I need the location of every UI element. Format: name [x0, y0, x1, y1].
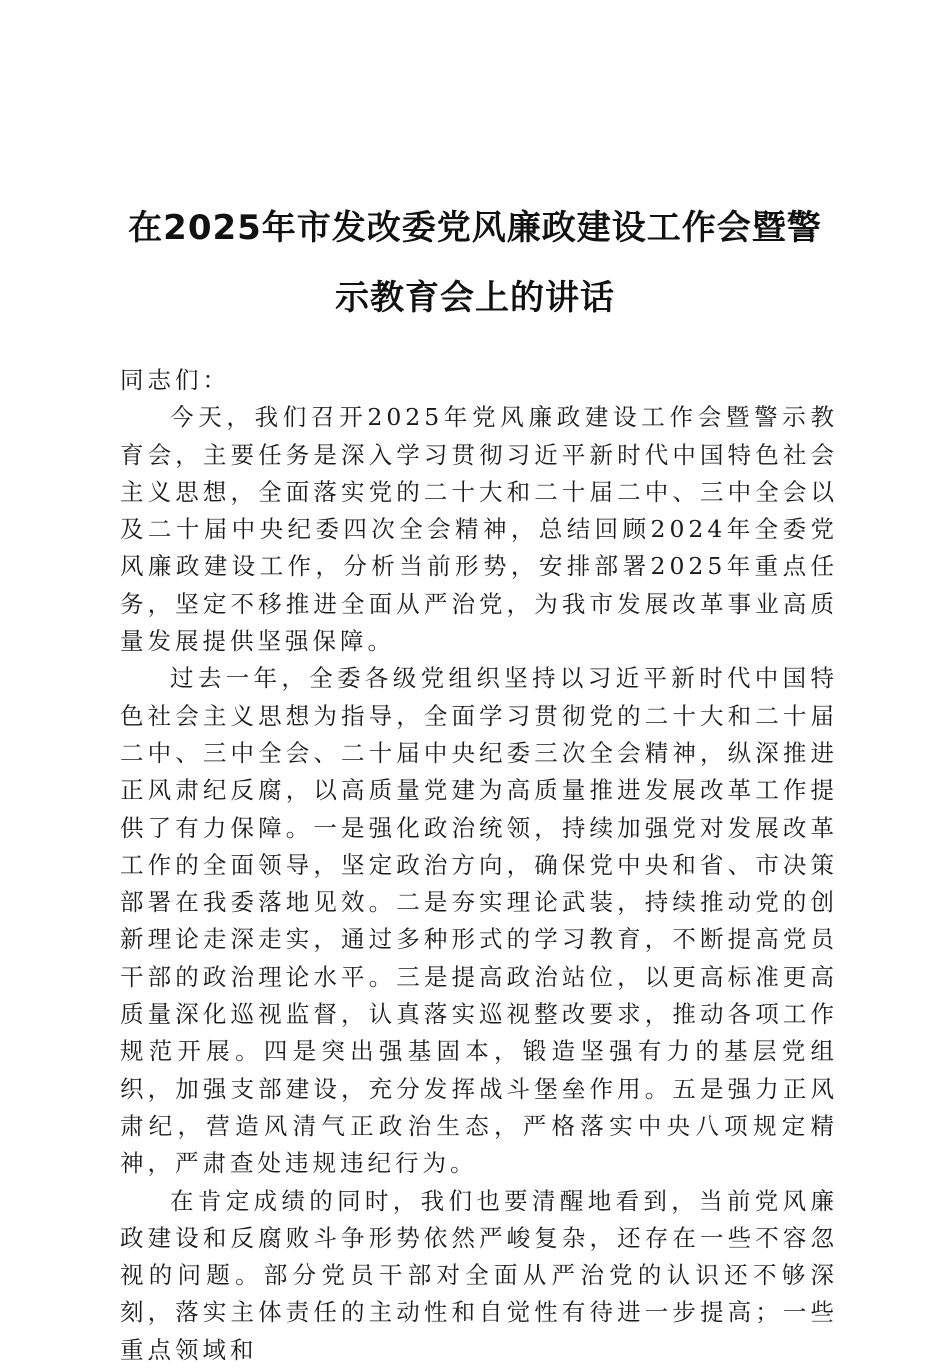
document-title-line-2: 示教育会上的讲话: [335, 278, 615, 318]
paragraph-3: 在肯定成绩的同时，我们也要清醒地看到，当前党风廉政建设和反腐败斗争形势依然严峻复杂，还存在一些不容忽视的问题。部分党员干部对全面从严治党的认识还不够深刻，落实主体责任的主动性和自觉性有待进一步提高；一些重点领域和: [120, 1186, 838, 1364]
document-title-line-1: 在2025年市发改委党风廉政建设工作会暨警: [128, 208, 822, 248]
salutation: 同志们：: [120, 366, 230, 394]
paragraph-1: 今天，我们召开2025年党风廉政建设工作会暨警示教育会，主要任务是深入学习贯彻习近平新时代中国特色社会主义思想，全面落实党的二十大和二十届二中、三中全会以及二十届中央纪委四次全会精神，总结回顾2024年全委党风廉政建设工作，分析当前形势，安排部署2025年重点任务，坚定不移推进全面从严治党，为我市发展改革事业高质量发展提供坚强保障。: [120, 403, 838, 656]
paragraph-2: 过去一年，全委各级党组织坚持以习近平新时代中国特色社会主义思想为指导，全面学习贯彻党的二十大和二十届二中、三中全会、二十届中央纪委三次全会精神，纵深推进正风肃纪反腐，以高质量党建为高质量推进发展改革工作提供了有力保障。一是强化政治统领，持续加强党对发展改革工作的全面领导，坚定政治方向，确保党中央和省、市决策部署在我委落地见效。二是夯实理论武装，持续推动党的创新理论走深走实，通过多种形式的学习教育，不断提高党员干部的政治理论水平。三是提高政治站位，以更高标准更高质量深化巡视监督，认真落实巡视整改要求，推动各项工作规范开展。四是突出强基固本，锻造坚强有力的基层党组织，加强支部建设，充分发挥战斗堡垒作用。五是强力正风肃纪，营造风清气正政治生态，严格落实中央八项规定精神，严肃查处违规违纪行为。: [120, 664, 838, 1178]
document-body: [120, 362, 838, 1369]
